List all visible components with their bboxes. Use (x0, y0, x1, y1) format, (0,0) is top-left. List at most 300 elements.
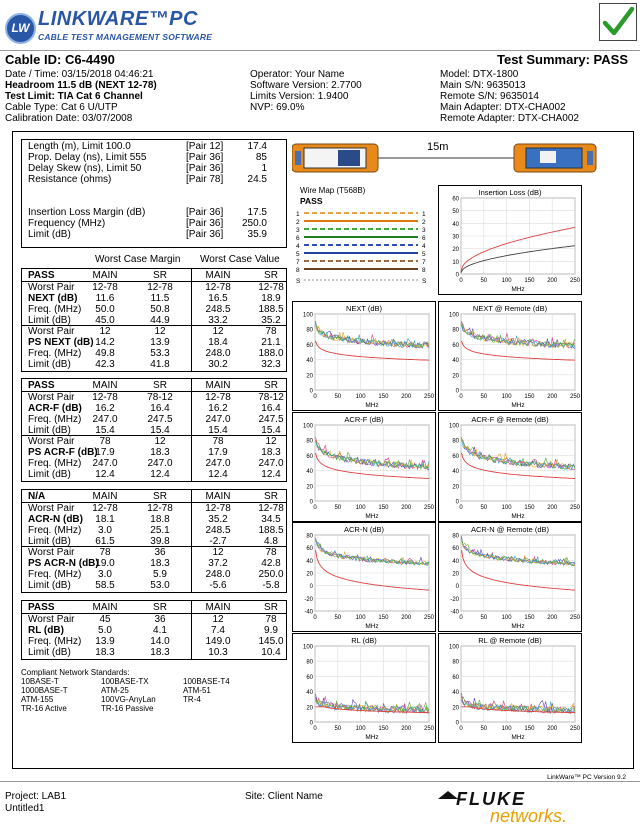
table-cell: 15.4 (95, 425, 115, 436)
table-cell: 247.0 (205, 458, 231, 469)
table-cell: 35.2 (261, 315, 281, 326)
table-cell: 247.5 (258, 414, 284, 425)
graph-plot (293, 413, 435, 521)
column-header: SR (153, 270, 167, 281)
table-cell: 12.4 (95, 469, 115, 480)
table-cell: -2.7 (209, 536, 227, 547)
y-tick-label: 60 (452, 674, 459, 681)
table-cell: 50.0 (95, 304, 115, 315)
x-tick-label: 250 (569, 726, 581, 732)
plot-frame (315, 314, 429, 390)
table-cell: 12-78 (92, 503, 118, 514)
section-status: PASS (28, 270, 55, 281)
row-label: PS ACR-F (dB) (28, 447, 98, 458)
row-label: Worst Pair (28, 614, 75, 625)
worst-case-margin-header: Worst Case Margin (95, 254, 181, 265)
x-axis-label: MHz (511, 513, 525, 520)
x-tick-label: 0 (313, 394, 317, 400)
section-status: PASS (28, 380, 55, 391)
y-tick-label: 60 (306, 342, 313, 349)
y-tick-label: 40 (306, 358, 313, 365)
x-tick-label: 100 (501, 615, 512, 621)
table-cell: 3.0 (98, 569, 112, 580)
calibration-date: Calibration Date: 03/07/2008 (5, 113, 133, 124)
x-tick-label: 150 (378, 394, 389, 400)
table-cell: 49.8 (95, 348, 115, 359)
x-tick-label: 0 (313, 505, 317, 511)
worst-case-section (21, 600, 287, 660)
column-header: MAIN (92, 270, 118, 281)
x-tick-label: 50 (334, 615, 342, 621)
graph-panel (438, 412, 582, 522)
x-tick-label: 250 (569, 278, 581, 284)
graph-panel (292, 633, 436, 743)
y-tick-label: -20 (450, 596, 459, 603)
table-cell: 58.5 (95, 580, 115, 591)
table-cell: 44.9 (150, 315, 170, 326)
table-cell: 78-12 (147, 392, 173, 403)
table-cell: 18.1 (95, 514, 115, 525)
x-tick-label: 0 (459, 726, 463, 732)
x-tick-label: 250 (569, 394, 581, 400)
y-tick-label: 60 (452, 342, 459, 349)
x-tick-label: 200 (401, 394, 412, 400)
y-tick-label: 60 (452, 196, 459, 203)
graph-plot (439, 186, 581, 294)
y-tick-label: 60 (306, 674, 313, 681)
table-cell: 10.3 (208, 647, 228, 658)
table-cell: 16.4 (261, 403, 281, 414)
x-tick-label: 250 (569, 615, 581, 621)
table-cell: 78 (99, 436, 111, 447)
row-label: Limit (dB) (28, 359, 71, 370)
wiremap-pin-left: 5 (296, 251, 300, 258)
x-axis-label: MHz (365, 402, 379, 409)
table-divider (191, 379, 192, 481)
table-cell: 16.2 (95, 403, 115, 414)
table-cell: 11.6 (95, 293, 115, 304)
table-cell: 247.5 (147, 414, 173, 425)
table-cell: 18.3 (150, 447, 170, 458)
row-label: Freq. (MHz) (28, 304, 82, 315)
worst-case-section (21, 489, 287, 593)
table-cell: 14.0 (150, 636, 170, 647)
graph-title: Insertion Loss (dB) (478, 188, 542, 197)
row-label: ACR-N (dB) (28, 514, 83, 525)
section-status: PASS (28, 602, 55, 613)
row-label: Freq. (MHz) (28, 636, 82, 647)
graph-plot (293, 523, 435, 631)
y-tick-label: 40 (452, 469, 459, 476)
column-header: SR (153, 491, 167, 502)
wiremap-pin-left: 8 (296, 267, 300, 274)
x-tick-label: 200 (547, 394, 558, 400)
table-cell: 30.2 (208, 359, 228, 370)
measurement-pair: [Pair 12] (186, 141, 224, 152)
section-status: N/A (28, 491, 46, 502)
measurement-label: Prop. Delay (ns), Limit 555 (28, 152, 147, 163)
table-cell: 78 (99, 547, 111, 558)
table-cell: 12-78 (205, 282, 231, 293)
wiremap-status: PASS (300, 196, 323, 206)
wiremap-pin-right: 8 (422, 267, 426, 274)
standard-item: 100BASE-T4 (183, 677, 230, 686)
table-cell: 18.3 (95, 647, 115, 658)
table-cell: 248.5 (205, 304, 231, 315)
y-tick-label: 0 (455, 584, 459, 591)
measurement-value: 17.4 (247, 141, 267, 152)
table-cell: 12-78 (205, 503, 231, 514)
x-tick-label: 150 (524, 278, 535, 284)
wiremap-pin-left: 1 (296, 211, 300, 218)
x-tick-label: 200 (401, 615, 412, 621)
y-tick-label: 0 (455, 499, 459, 506)
graph-plot (439, 523, 581, 631)
table-cell: 4.8 (264, 536, 278, 547)
table-cell: 248.0 (205, 569, 231, 580)
wiremap-pin-right: 2 (422, 219, 426, 226)
table-cell: 12-78 (147, 503, 173, 514)
table-cell: 18.3 (150, 647, 170, 658)
y-tick-label: 80 (306, 659, 313, 666)
table-cell: 12-78 (92, 392, 118, 403)
x-tick-label: 0 (313, 726, 317, 732)
column-header: SR (264, 380, 278, 391)
table-cell: 78 (265, 326, 277, 337)
table-cell: 41.8 (150, 359, 170, 370)
x-tick-label: 100 (501, 278, 512, 284)
table-cell: 247.0 (258, 458, 284, 469)
table-cell: -5.8 (262, 580, 280, 591)
table-cell: 78 (212, 436, 224, 447)
y-tick-label: 40 (306, 469, 313, 476)
table-cell: 5.0 (98, 625, 112, 636)
table-cell: 16.5 (208, 293, 228, 304)
x-tick-label: 100 (501, 726, 512, 732)
x-tick-label: 150 (524, 505, 535, 511)
x-tick-label: 200 (547, 615, 558, 621)
x-tick-label: 200 (401, 505, 412, 511)
standard-item: ATM-155 (21, 695, 54, 704)
y-tick-label: 100 (302, 423, 313, 430)
table-cell: 19.0 (95, 558, 115, 569)
wiremap-pin-right: S (422, 278, 427, 285)
site: Site: Client Name (245, 791, 323, 802)
nvp: NVP: 69.0% (250, 102, 305, 113)
table-cell: 247.0 (92, 414, 118, 425)
y-tick-label: 40 (452, 221, 459, 228)
column-header: SR (264, 270, 278, 281)
table-cell: 248.0 (205, 348, 231, 359)
project: Project: LAB1 (5, 791, 67, 802)
table-cell: 12.4 (261, 469, 281, 480)
y-tick-label: 80 (306, 533, 313, 540)
wiremap-pin-right: 3 (422, 227, 426, 234)
table-cell: 12 (212, 614, 224, 625)
x-tick-label: 200 (547, 726, 558, 732)
wiremap-pin-right: 5 (422, 251, 426, 258)
y-tick-label: 40 (306, 690, 313, 697)
table-cell: 12-78 (258, 503, 284, 514)
x-tick-label: 200 (547, 505, 558, 511)
x-tick-label: 200 (401, 726, 412, 732)
measurement-pair: [Pair 36] (186, 152, 224, 163)
app-subtitle: CABLE TEST MANAGEMENT SOFTWARE (38, 32, 213, 42)
fluke-networks-logo (436, 789, 604, 831)
graph-title: RL (dB) (351, 636, 377, 645)
row-label: Limit (dB) (28, 580, 71, 591)
row-label: Limit (dB) (28, 647, 71, 658)
table-cell: 247.0 (147, 458, 173, 469)
column-header: SR (264, 491, 278, 502)
y-tick-label: 20 (306, 705, 313, 712)
standard-item: TR-4 (183, 695, 201, 704)
standard-item: TR-16 Passive (101, 704, 154, 713)
y-tick-label: 20 (452, 484, 459, 491)
table-cell: 12-78 (92, 282, 118, 293)
y-tick-label: 0 (309, 584, 313, 591)
table-cell: 12.4 (208, 469, 228, 480)
row-label: NEXT (dB) (28, 293, 78, 304)
table-cell: 11.5 (150, 293, 170, 304)
x-tick-label: 0 (459, 505, 463, 511)
x-tick-label: 250 (423, 394, 435, 400)
measurement-label: Limit (dB) (28, 229, 71, 240)
row-label: Limit (dB) (28, 536, 71, 547)
column-header: MAIN (205, 602, 231, 613)
x-tick-label: 50 (480, 394, 488, 400)
wiremap-title: Wire Map (T568B) (300, 186, 366, 195)
x-axis-label: MHz (365, 513, 379, 520)
link-diagram (292, 139, 630, 179)
software-version: Software Version: 2.7700 (250, 80, 362, 91)
x-axis-label: MHz (511, 286, 525, 293)
table-cell: 16.2 (208, 403, 228, 414)
x-tick-label: 100 (355, 615, 366, 621)
y-tick-label: 0 (455, 720, 459, 727)
table-cell: 12 (99, 326, 111, 337)
x-tick-label: 0 (459, 394, 463, 400)
column-header: MAIN (205, 270, 231, 281)
graph-plot (439, 302, 581, 410)
measurement-label: Length (m), Limit 100.0 (28, 141, 131, 152)
table-cell: 61.5 (95, 536, 115, 547)
x-tick-label: 0 (459, 278, 463, 284)
table-cell: 188.5 (258, 304, 284, 315)
row-label: PS NEXT (dB) (28, 337, 94, 348)
graph-title: RL @ Remote (dB) (478, 636, 542, 645)
x-tick-label: 200 (547, 278, 558, 284)
column-header: SR (153, 380, 167, 391)
y-tick-label: 20 (452, 571, 459, 578)
row-label: Limit (dB) (28, 315, 71, 326)
table-cell: 34.5 (261, 514, 281, 525)
measurement-label: Delay Skew (ns), Limit 50 (28, 163, 142, 174)
wiremap-pin-left: 2 (296, 219, 300, 226)
app-name: LINKWARE™PC (38, 8, 198, 30)
table-divider (191, 269, 192, 371)
table-cell: 250.0 (258, 569, 284, 580)
table-cell: 248.5 (205, 525, 231, 536)
x-tick-label: 50 (334, 726, 342, 732)
graph-title: NEXT (dB) (345, 304, 383, 313)
x-tick-label: 50 (334, 394, 342, 400)
x-tick-label: 150 (378, 726, 389, 732)
x-tick-label: 0 (313, 615, 317, 621)
x-tick-label: 0 (459, 615, 463, 621)
y-tick-label: 60 (452, 546, 459, 553)
table-cell: 18.9 (261, 293, 281, 304)
y-tick-label: 100 (302, 312, 313, 319)
x-tick-label: 100 (501, 505, 512, 511)
table-cell: 12 (154, 436, 166, 447)
row-label: Worst Pair (28, 326, 75, 337)
table-cell: 14.2 (95, 337, 115, 348)
x-tick-label: 100 (355, 726, 366, 732)
x-tick-label: 50 (480, 505, 488, 511)
model: Model: DTX-1800 (440, 69, 519, 80)
standard-item: 1000BASE-T (21, 686, 68, 695)
table-cell: 21.1 (261, 337, 281, 348)
y-tick-label: 100 (448, 644, 459, 651)
table-cell: 18.4 (208, 337, 228, 348)
y-tick-label: 0 (309, 499, 313, 506)
cable-id: Cable ID: C6-4490 (5, 52, 115, 67)
table-divider (191, 490, 192, 592)
main-adapter: Main Adapter: DTX-CHA002 (440, 102, 566, 113)
y-tick-label: -20 (304, 596, 313, 603)
y-tick-label: 80 (306, 327, 313, 334)
row-label: Limit (dB) (28, 425, 71, 436)
y-tick-label: 80 (452, 438, 459, 445)
row-label: Worst Pair (28, 392, 75, 403)
row-label: Freq. (MHz) (28, 569, 82, 580)
row-label: ACR-F (dB) (28, 403, 82, 414)
y-tick-label: 20 (452, 705, 459, 712)
y-tick-label: 80 (452, 533, 459, 540)
y-tick-label: 10 (452, 259, 459, 266)
graph-title: NEXT @ Remote (dB) (472, 304, 548, 313)
graph-title: ACR-F (dB) (344, 415, 384, 424)
wiremap-pin-left: 4 (296, 243, 300, 250)
plot-frame (461, 314, 575, 390)
table-cell: 36 (154, 614, 166, 625)
standard-item: ATM-51 (183, 686, 211, 695)
table-cell: 247.0 (205, 414, 231, 425)
table-cell: 7.4 (211, 625, 225, 636)
x-tick-label: 100 (501, 394, 512, 400)
standards-title: Compliant Network Standards: (21, 668, 130, 677)
measurement-value: 35.9 (247, 229, 267, 240)
measurement-value: 17.5 (247, 207, 267, 218)
remote-adapter: Remote Adapter: DTX-CHA002 (440, 113, 579, 124)
table-cell: 188.0 (258, 348, 284, 359)
y-tick-label: 0 (309, 720, 313, 727)
y-tick-label: 40 (452, 558, 459, 565)
wiremap-pin-right: 4 (422, 243, 426, 250)
table-cell: 18.3 (150, 558, 170, 569)
column-header: MAIN (92, 491, 118, 502)
table-cell: 17.9 (95, 447, 115, 458)
table-cell: 145.0 (258, 636, 284, 647)
worst-case-value-header: Worst Case Value (200, 254, 280, 265)
table-cell: -5.6 (209, 580, 227, 591)
graph-panel (292, 301, 436, 411)
measurement-pair: [Pair 36] (186, 218, 224, 229)
graph-panel (292, 522, 436, 632)
table-cell: 247.0 (92, 458, 118, 469)
row-label: Worst Pair (28, 282, 75, 293)
y-tick-label: 0 (455, 272, 459, 279)
table-cell: 12 (265, 436, 277, 447)
table-cell: 12 (154, 326, 166, 337)
table-cell: 32.3 (261, 359, 281, 370)
measurement-pair: [Pair 36] (186, 207, 224, 218)
x-tick-label: 150 (378, 505, 389, 511)
y-tick-label: 40 (306, 558, 313, 565)
y-tick-label: 60 (306, 546, 313, 553)
table-cell: 37.2 (208, 558, 228, 569)
y-tick-label: 40 (452, 690, 459, 697)
row-label: Limit (dB) (28, 469, 71, 480)
table-cell: 78 (265, 547, 277, 558)
test-summary: Test Summary: PASS (496, 52, 628, 67)
y-tick-label: 50 (452, 209, 459, 216)
x-tick-label: 150 (378, 615, 389, 621)
footer-divider (0, 781, 640, 782)
graph-panel (438, 522, 582, 632)
y-tick-label: 20 (306, 571, 313, 578)
wiremap-pin-left: 3 (296, 227, 300, 234)
measurement-label: Frequency (MHz) (28, 218, 106, 229)
standard-item: 100BASE-TX (101, 677, 149, 686)
table-cell: 149.0 (205, 636, 231, 647)
x-tick-label: 50 (334, 505, 342, 511)
column-header: MAIN (92, 602, 118, 613)
standard-item: ATM-25 (101, 686, 129, 695)
column-header: MAIN (205, 491, 231, 502)
y-tick-label: 80 (452, 327, 459, 334)
x-axis-label: MHz (511, 734, 525, 741)
pass-check-icon (599, 3, 637, 41)
table-cell: 12-78 (147, 282, 173, 293)
x-tick-label: 50 (480, 278, 488, 284)
y-tick-label: 20 (452, 373, 459, 380)
row-label: Freq. (MHz) (28, 414, 82, 425)
summary-block (0, 50, 640, 130)
link-length: 15m (427, 141, 449, 153)
table-cell: 15.4 (261, 425, 281, 436)
table-cell: 45.0 (95, 315, 115, 326)
y-tick-label: 80 (452, 659, 459, 666)
graph-plot (293, 302, 435, 410)
x-tick-label: 250 (423, 615, 435, 621)
row-label: Freq. (MHz) (28, 348, 82, 359)
table-cell: 25.1 (150, 525, 170, 536)
wiremap-pin-right: 7 (422, 259, 426, 266)
graph-panel (292, 412, 436, 522)
column-header: SR (153, 602, 167, 613)
table-cell: 36 (154, 547, 166, 558)
y-tick-label: -40 (450, 609, 459, 616)
table-cell: 53.0 (150, 580, 170, 591)
table-cell: 78 (265, 614, 277, 625)
wiremap-panel (292, 184, 432, 296)
y-tick-label: 100 (448, 423, 459, 430)
graph-plot (439, 413, 581, 521)
table-cell: 45 (99, 614, 111, 625)
wiremap-pin-right: 6 (422, 235, 426, 242)
